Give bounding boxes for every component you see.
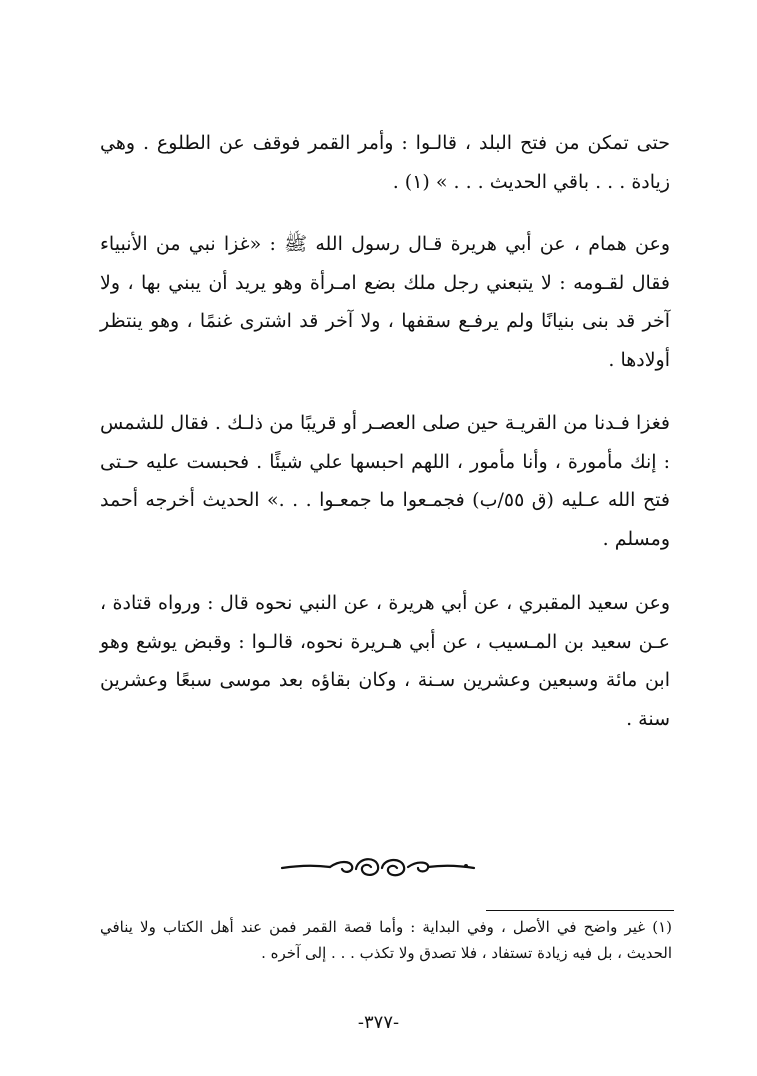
page-number: -٣٧٧-	[357, 1012, 400, 1033]
paragraph-2: وعن همام ، عن أبي هريرة قـال رسول الله ﷺ : «غزا نبي من الأنبياء فقال لقـومه : لا يتبعني رجل ملك بضع امـرأة وهو يريد أن يبني بها ، ولا آخر قد بنى بنيانًا ولم يرفـع سقفها ، ولا آخر قد اشترى غنمًا ، وهو ينتظر أولادها .	[100, 233, 670, 371]
paragraph-3: فغزا فـدنا من القريـة حين صلى العصـر أو قريبًا من ذلـك . فقال للشمس : إنك مأمورة ، وأنا مأمور ، اللهم احبسها علي شيئًا . فحبست عليه حـتى فتح الله عـليه (ق ٥٥/ب) فجمـعوا ما جمعـوا . . .» الحديث أخرجه أحمد ومسلم .	[100, 412, 670, 550]
paragraph-4: وعن سعيد المقبري ، عن أبي هريرة ، عن النبي نحوه قال : ورواه قتادة ، عـن سعيد بن المـسيب ، عن أبي هـريرة نحوه، قالـوا : وقبض يوشع وهو ابن مائة وسبعين وعشرين سـنة ، وكان بقاؤه بعد موسى سبعًا وعشرين سنة .	[100, 592, 670, 730]
paragraph-1: حتى تمكن من فتح البلد ، قالـوا : وأمر القمر فوقف عن الطلوع . وهي زيادة . . . باقي الحديث . . . » (١) .	[100, 132, 670, 193]
footnote: (١) غير واضح في الأصل ، وفي البداية : وأما قصة القمر فمن عند أهل الكتاب ولا ينافي الحديث ، بل فيه زيادة تستفاد ، فلا تصدق ولا تكذب . . . إلى آخره .	[100, 918, 672, 962]
footnote-rule	[486, 910, 674, 911]
ornament-divider	[278, 850, 478, 886]
